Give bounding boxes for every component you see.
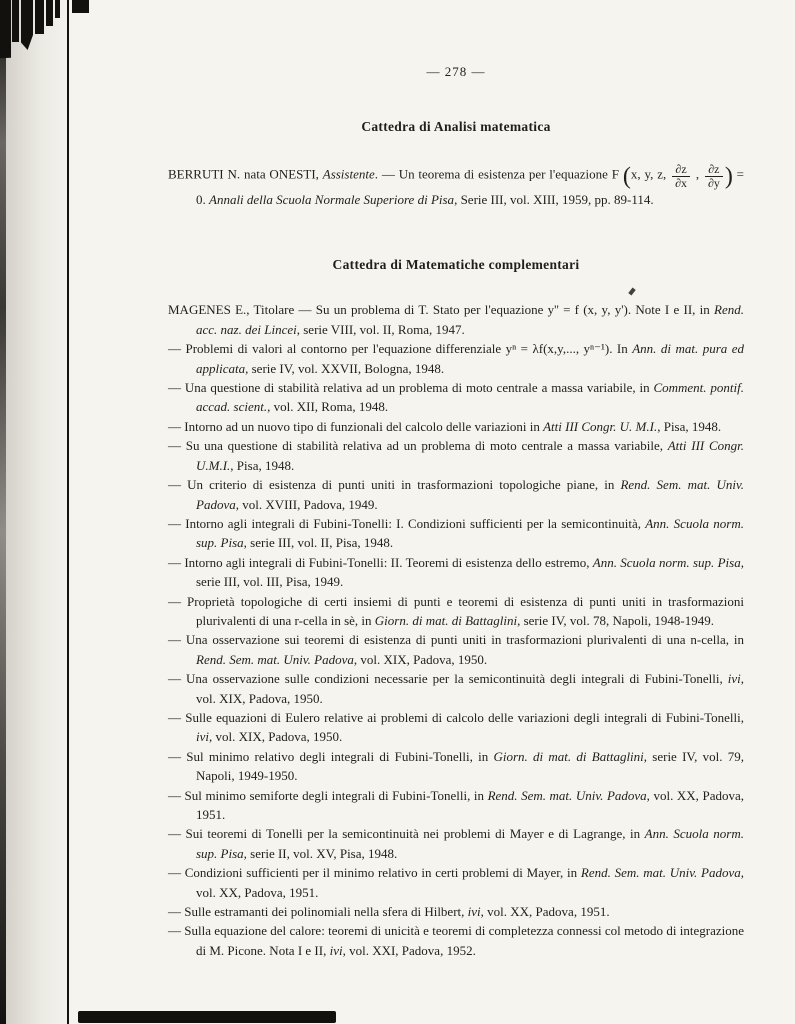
bibliography-entry: — Intorno agli integrali di Fubini-Tonelli: II. Teoremi di esistenza dello estremo, Ann. Scuola norm. sup. Pisa, serie III, vol. III, Pisa, 1949. (168, 554, 744, 590)
ink-blotch (35, 0, 44, 34)
bibliography (168, 117, 744, 960)
ink-blotch (46, 0, 53, 26)
bibliography-entry: — Una questione di stabilità relativa ad un problema di moto centrale a massa variabile, in Comment. pontif. accad. scient., vol. XII, Roma, 1948. (168, 380, 744, 415)
page-content (168, 62, 744, 960)
math-fraction: $\frac{\partial z}{\partial x}$ (672, 163, 690, 190)
bibliography-entry: — Sul minimo semiforte degli integrali di Fubini-Tonelli, in Rend. Sem. mat. Univ. Padova, vol. XX, Padova, 1951. (168, 787, 744, 822)
bibliography-entry: — Una osservazione sulle condizioni necessarie per la semicontinuità degli integrali di Fubini-Tonelli, ivi, vol. XIX, Padova, 1950. (168, 671, 744, 706)
ink-blotch (0, 0, 11, 58)
bibliography-entry: — Su una questione di stabilità relativa ad un problema di moto centrale a massa variabile, Atti III Congr. U.M.I., Pisa, 1948. (168, 438, 744, 473)
bibliography-entry: — Problemi di valori al contorno per l'equazione differenziale yⁿ = λf(x,y,..., yⁿ⁻¹). In Ann. di mat. pura ed applicata, serie IV, vol. XXVII, Bologna, 1948. (168, 341, 744, 376)
bibliography-entry: — Intorno ad un nuovo tipo di funzionali del calcolo delle variazioni in Atti III Congr. U. M.I., Pisa, 1948. (168, 418, 722, 434)
bibliography-entry: — Una osservazione sui teoremi di esistenza di punti uniti in trasformazioni plurivalenti di una n-cella, in Rend. Sem. mat. Univ. Padova, vol. XIX, Padova, 1950. (168, 632, 744, 667)
binding-gutter-line (67, 0, 69, 1024)
math-fraction: $\frac{\partial z}{\partial y}$ (705, 163, 723, 190)
ink-blotch (55, 0, 60, 18)
bibliography-entry: — Condizioni sufficienti per il minimo relativo in certi problemi di Mayer, in Rend. Sem. mat. Univ. Padova, vol. XX, Padova, 1951. (168, 865, 744, 900)
section-heading: Cattedra di Matematiche complementari (332, 257, 580, 273)
bibliography-entry: — Proprietà topologiche di certi insiemi di punti e teoremi di esistenza di punti uniti in trasformazioni plurivalenti di una r-cella in sè, in Giorn. di mat. di Battaglini, serie IV, vol. 78, Napoli, 1948-1949. (168, 593, 744, 628)
entry-list (168, 163, 744, 209)
bibliography-entry: MAGENES E., Titolare — Su un problema di T. Stato per l'equazione y'' = f (x, y, y'). Note I e II, in Rend. acc. naz. dei Lincei, serie VIII, vol. II, Roma, 1947. (168, 302, 744, 337)
left-edge-streak (0, 0, 6, 1024)
bibliography-entry: — Sulle equazioni di Eulero relative ai problemi di calcolo delle variazioni degli integrali di Fubini-Tonelli, ivi, vol. XIX, Padova, 1950. (168, 709, 744, 745)
ink-blotch (12, 0, 19, 42)
ink-blotch (21, 0, 33, 50)
page-number: — 278 — (426, 64, 486, 79)
bibliography-entry: — Intorno agli integrali di Fubini-Tonelli: I. Condizioni sufficienti per la semicontinuità, Ann. Scuola norm. sup. Pisa, serie III, vol. II, Pisa, 1948. (168, 515, 744, 551)
bibliography-entry: BERRUTI N. nata ONESTI, Assistente. — Un teorema di esistenza per l'equazione F (x, y, z, $\frac{\partial z}{\partial x}$ , $\frac{\partial z}{\partial y}$ ) = 0. Annali della Scuola Normale Superiore di Pisa, Serie III, vol. XIII, 1959, pp. 89-114. (168, 161, 745, 207)
entry-list (168, 300, 744, 960)
ink-blotch (72, 0, 89, 13)
page-edge-shadow (0, 0, 72, 1024)
bibliography-entry: — Sulle estramanti dei polinomiali nella sfera di Hilbert, ivi, vol. XX, Padova, 1951. (168, 904, 610, 920)
bibliography-entry: — Sulla equazione del calore: teoremi di unicità e teoremi di completezza connessi col metodo di integrazione di M. Picone. Nota I e II, ivi, vol. XXI, Padova, 1952. (168, 923, 744, 958)
section-heading: Cattedra di Analisi matematica (361, 119, 551, 135)
bibliography-entry: — Sui teoremi di Tonelli per la semicontinuità nei problemi di Mayer e di Lagrange, in Ann. Scuola norm. sup. Pisa, serie II, vol. XV, Pisa, 1948. (168, 826, 744, 861)
bibliography-entry: — Sul minimo relativo degli integrali di Fubini-Tonelli, in Giorn. di mat. di Battaglini, serie IV, vol. 79, Napoli, 1949-1950. (168, 748, 744, 784)
bottom-black-bar (78, 1011, 336, 1023)
bibliography-entry: — Un criterio di esistenza di punti uniti in trasformazioni topologiche piane, in Rend. Sem. mat. Univ. Padova, vol. XVIII, Padova, 1949. (168, 477, 744, 512)
